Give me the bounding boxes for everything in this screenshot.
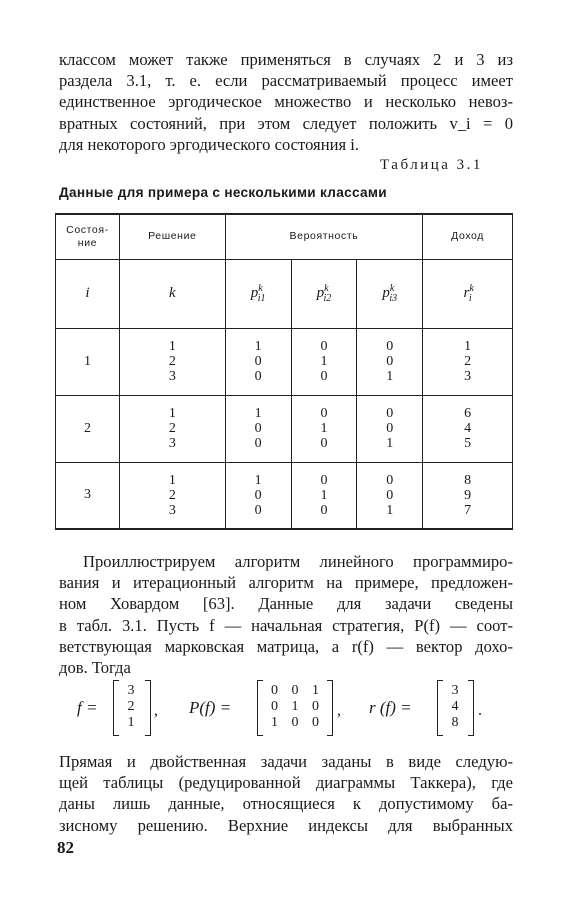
table-row bbox=[56, 462, 513, 529]
text-line: ном Ховардом [63]. Данные для задачи сведены bbox=[59, 594, 513, 614]
f-vector: 3 2 1 bbox=[127, 683, 135, 730]
symbol-p-i3: $p^k_{i3}$ bbox=[357, 259, 423, 328]
r-vector: 3 4 8 bbox=[451, 683, 459, 730]
table-title: Данные для примера с несколькими классами bbox=[59, 185, 387, 200]
symbol-r-i: $r^k_i$ bbox=[423, 259, 513, 328]
data-table bbox=[55, 213, 513, 530]
cell-r: 8 9 7 bbox=[423, 462, 513, 529]
header-probability: Вероятность bbox=[225, 214, 422, 259]
cell-p1: 1 0 0 bbox=[225, 328, 291, 395]
text-line: для некоторого эргодического состояния i. bbox=[59, 134, 359, 154]
text-line: ветствующая марковская матрица, а r(f) — вектор дохо- bbox=[59, 636, 513, 656]
r-label: r (f) = bbox=[369, 698, 412, 717]
text-line: классом может также применяться в случаях 2 и 3 из bbox=[59, 50, 513, 69]
symbol-p-i1: $p^k_{i1}$ bbox=[225, 259, 291, 328]
text-line: Прямая и двойственная задачи заданы в виде следую- bbox=[59, 752, 513, 771]
text-line: вратных состояний, при этом следует положить v_i = 0 bbox=[59, 113, 513, 133]
left-bracket bbox=[113, 680, 119, 736]
cell-state: 1 bbox=[56, 328, 120, 395]
cell-p3: 0 0 1 bbox=[357, 395, 423, 462]
cell-k: 1 2 3 bbox=[119, 395, 225, 462]
cell-p2: 0 1 0 bbox=[291, 395, 357, 462]
paragraph-intro bbox=[59, 49, 513, 155]
cell-k: 1 2 3 bbox=[119, 462, 225, 529]
left-bracket bbox=[437, 680, 443, 736]
paragraph-illustration bbox=[59, 551, 513, 678]
page-number: 82 bbox=[57, 838, 74, 857]
text-line: дов. Тогда bbox=[59, 658, 131, 678]
right-bracket bbox=[468, 680, 474, 736]
cell-p3: 0 0 1 bbox=[357, 462, 423, 529]
text-line: в табл. 3.1. Пусть f — начальная стратегия, P(f) — соот- bbox=[59, 615, 513, 635]
cell-state: 3 bbox=[56, 462, 120, 529]
cell-p2: 0 1 0 bbox=[291, 328, 357, 395]
right-bracket bbox=[145, 680, 151, 736]
text-line: Проиллюстрируем алгоритм линейного программиро- bbox=[83, 552, 513, 571]
cell-state: 2 bbox=[56, 395, 120, 462]
header-decision: Решение bbox=[119, 214, 225, 259]
table-row bbox=[56, 395, 513, 462]
p-matrix: 0 0 1 0 1 0 1 0 0 bbox=[271, 683, 319, 730]
table-row bbox=[56, 328, 513, 395]
matrix-equation: f = 3 2 1 , P(f) = 0 0 1 0 1 0 1 0 0 , r (f) = 3 4 8 . bbox=[59, 680, 529, 740]
cell-p3: 0 0 1 bbox=[357, 328, 423, 395]
header-state: Состоя- ние bbox=[56, 214, 120, 259]
text-line: зисному решению. Верхние индексы для выбранных bbox=[59, 815, 513, 835]
header-income: Доход bbox=[423, 214, 513, 259]
cell-k: 1 2 3 bbox=[119, 328, 225, 395]
text-line: даны лишь данные, относящиеся к допустимому ба- bbox=[59, 794, 513, 814]
text-line: раздела 3.1, т. е. если рассматриваемый процесс имеет bbox=[59, 71, 513, 91]
right-bracket bbox=[327, 680, 333, 736]
cell-p2: 0 1 0 bbox=[291, 462, 357, 529]
symbol-p-i2: $p^k_{i2}$ bbox=[291, 259, 357, 328]
text-line: вания и итерационный алгоритм на примере, предложен- bbox=[59, 573, 513, 593]
f-label: f = bbox=[77, 698, 98, 717]
cell-r: 6 4 5 bbox=[423, 395, 513, 462]
cell-p1: 1 0 0 bbox=[225, 462, 291, 529]
p-label: P(f) = bbox=[189, 698, 232, 717]
symbol-i: i bbox=[56, 259, 120, 328]
text-line: единственное эргодическое множество и несколько невоз- bbox=[59, 92, 513, 112]
table-label: Таблица 3.1 bbox=[380, 157, 483, 173]
symbol-k: k bbox=[119, 259, 225, 328]
text-line: щей таблицы (редуцированной диаграммы Таккера), где bbox=[59, 773, 513, 793]
paragraph-dual bbox=[59, 751, 513, 836]
cell-r: 1 2 3 bbox=[423, 328, 513, 395]
cell-p1: 1 0 0 bbox=[225, 395, 291, 462]
left-bracket bbox=[257, 680, 263, 736]
